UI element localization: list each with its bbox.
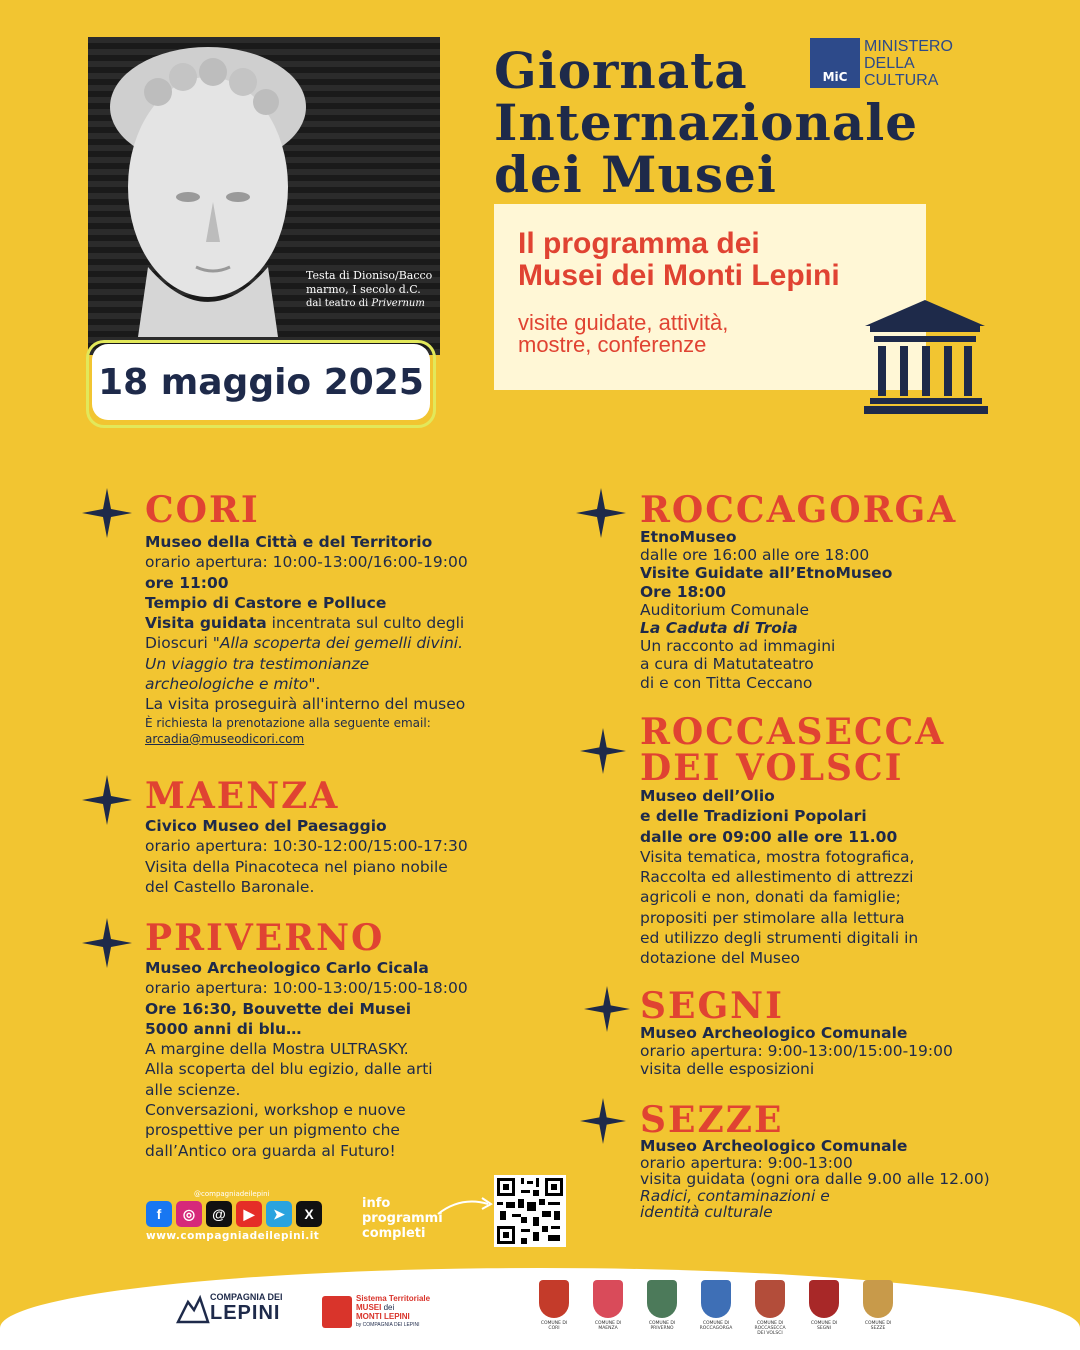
mic-icon: MiC: [810, 38, 860, 88]
section-title: SEGNI: [640, 985, 784, 1027]
social-block: [146, 1190, 322, 1242]
ministry-logo: MiC MINISTERO DELLA CULTURA: [810, 38, 953, 89]
shield-icon: [539, 1280, 569, 1318]
crest-roccagorga: COMUNE DI ROCCAGORGA: [698, 1280, 734, 1336]
shield-icon: [809, 1280, 839, 1318]
crest-priverno: COMUNE DI PRIVERNO: [644, 1280, 680, 1336]
section-title: MAENZA: [145, 775, 340, 817]
section-title: CORI: [145, 489, 260, 531]
website-link[interactable]: www.compagniadeilepini.it: [146, 1230, 320, 1242]
section-title: ROCCASECCA DEI VOLSCI: [640, 711, 946, 789]
arrow-icon: [436, 1194, 496, 1218]
shield-icon: [863, 1280, 893, 1318]
telegram-icon[interactable]: ➤: [266, 1201, 292, 1227]
x-icon[interactable]: X: [296, 1201, 322, 1227]
municipality-crests: [536, 1280, 896, 1336]
shield-icon: [647, 1280, 677, 1318]
section-priverno: PRIVERNO Museo Archeologico Carlo Cicala orario apertura: 10:00-13:00/15:00-18:00 Ore 16:30, Bouvette dei Musei 5000 anni di blu… A margine della Mostra ULTRASKY. Alla scoperta del blu egizio, dalle arti alle scienze. Conversazioni, workshop e nuove prospettive per un pigmento che dall’Antico ora guarda al Futuro!: [145, 917, 468, 1160]
shield-icon: [701, 1280, 731, 1318]
crest-maenza: COMUNE DI MAENZA: [590, 1280, 626, 1336]
star-icon: [82, 918, 132, 968]
section-roccasecca: ROCCASECCA DEI VOLSCI Museo dell’Olio e delle Tradizioni Popolari dalle ore 09:00 alle ore 11.00 Visita tematica, mostra fotografica, Raccolta ed allestimento di attrezzi agricoli e non, donati da famiglie; propositi per stimolare alla lettura ed utilizzo degli strumenti digitali in dotazione del Museo: [640, 714, 952, 969]
museum-photo: [88, 37, 440, 355]
social-handle: @compagniadeilepini: [194, 1190, 270, 1198]
facebook-icon[interactable]: f: [146, 1201, 172, 1227]
star-icon: [82, 775, 132, 825]
program-subtitle: visite guidate, attività, mostre, conferenze: [518, 310, 729, 357]
temple-icon: [860, 296, 990, 416]
threads-icon[interactable]: @: [206, 1201, 232, 1227]
section-title: PRIVERNO: [145, 917, 385, 959]
page-title: Giornata Internazionale dei Musei: [494, 41, 919, 204]
shield-icon: [593, 1280, 623, 1318]
section-title: SEZZE: [640, 1099, 784, 1141]
section-title: ROCCAGORGA: [640, 489, 958, 531]
section-roccagorga: ROCCAGORGA EtnoMuseo dalle ore 16:00 alle ore 18:00 Visite Guidate all’EtnoMuseo Ore 18:00 Auditorium Comunale La Caduta di Troia Un racconto ad immagini a cura di Matutateatro di e con Titta Ceccano: [640, 489, 958, 692]
compagnia-logo: COMPAGNIA DEI LEPINI: [210, 1292, 283, 1324]
musei-logo-icon: [322, 1296, 352, 1328]
instagram-icon[interactable]: ◎: [176, 1201, 202, 1227]
section-maenza: MAENZA Civico Museo del Paesaggio orario apertura: 10:30-12:00/15:00-17:30 Visita della Pinacoteca nel piano nobile del Castello Baronale.: [145, 775, 468, 896]
email-link[interactable]: arcadia@museodicori.com: [145, 731, 305, 746]
section-segni: SEGNI Museo Archeologico Comunale orario apertura: 9:00-13:00/15:00-19:00 visita delle esposizioni: [640, 985, 953, 1078]
qr-code[interactable]: [494, 1175, 566, 1247]
star-icon: [580, 1098, 626, 1144]
musei-lepini-logo: Sistema Territoriale MUSEI dei MONTI LEPINI by COMPAGNIA DEI LEPINI: [322, 1294, 430, 1330]
crest-sezze: COMUNE DI SEZZE: [860, 1280, 896, 1336]
photo-caption: Testa di Dioniso/Bacco marmo, I secolo d.C. dal teatro di Privernum: [306, 269, 433, 309]
crest-segni: COMUNE DI SEGNI: [806, 1280, 842, 1336]
star-icon: [580, 728, 626, 774]
star-icon: [584, 986, 630, 1032]
event-date: 18 maggio 2025: [92, 344, 430, 420]
section-sezze: SEZZE Museo Archeologico Comunale orario apertura: 9:00-13:00 visita guidata (ogni ora dalle 9.00 alle 12.00) Radici, contaminazioni e identità culturale: [640, 1099, 990, 1221]
shield-icon: [755, 1280, 785, 1318]
youtube-icon[interactable]: ▶: [236, 1201, 262, 1227]
crest-cori: COMUNE DI CORI: [536, 1280, 572, 1336]
star-icon: [82, 488, 132, 538]
section-cori: CORI Museo della Città e del Territorio orario apertura: 10:00-13:00/16:00-19:00 ore 11:00 Tempio di Castore e Polluce Visita guidata incentrata sul culto degli Dioscuri "Alla scoperta dei gemelli divini. Un viaggio tra testimonianze archeologiche e mito". La visita proseguirà all'interno del museo È richiesta la prenotazione alla seguente email: arcadia@museodicori.com: [145, 489, 468, 746]
info-label: info programmi completi: [362, 1196, 443, 1241]
star-icon: [576, 488, 626, 538]
crest-roccasecca: COMUNE DI ROCCASECCA DEI VOLSCI: [752, 1280, 788, 1336]
program-title: Il programma dei Musei dei Monti Lepini: [518, 227, 840, 292]
